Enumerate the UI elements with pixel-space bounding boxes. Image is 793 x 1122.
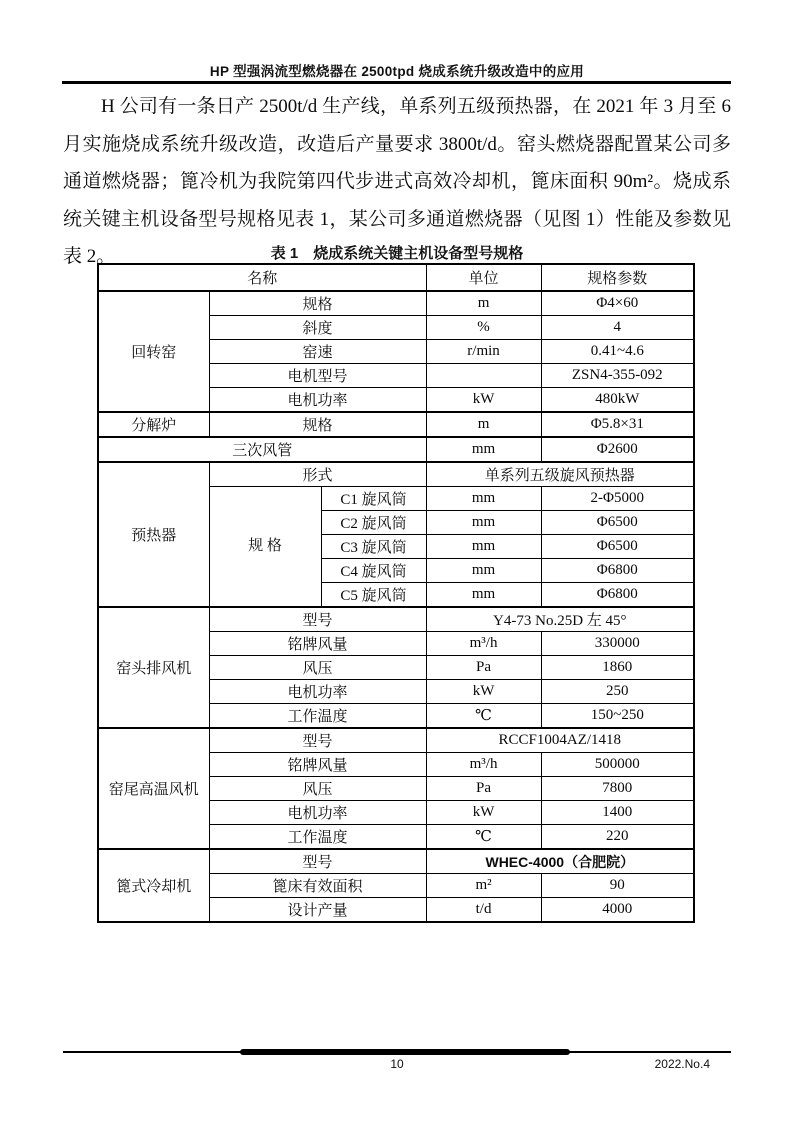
cell-attr: 规格	[209, 291, 426, 316]
cell-category: 分解炉	[98, 412, 209, 437]
cell-attr: C5 旋风筒	[321, 583, 426, 608]
cell-spec: 4000	[541, 898, 694, 923]
cell-unit: mm	[426, 559, 541, 583]
cell-attr: C1 旋风筒	[321, 487, 426, 511]
cell-attr: C3 旋风筒	[321, 535, 426, 559]
spec-table	[97, 263, 695, 923]
cell-unit: mm	[426, 437, 541, 462]
cell-attr: 型号	[209, 728, 426, 753]
issue-label: 2022.No.4	[654, 1057, 710, 1071]
cell-attr: 窑速	[209, 340, 426, 364]
cell-spec: 90	[541, 874, 694, 898]
col-header-spec: 规格参数	[541, 264, 694, 291]
cell-category: 篦式冷却机	[98, 849, 209, 922]
cell-spec: 2-Φ5000	[541, 487, 694, 511]
cell-unit: m²	[426, 874, 541, 898]
cell-spec: Y4-73 No.25D 左 45°	[426, 607, 694, 632]
cell-category: 预热器	[98, 462, 209, 607]
cell-attr: 型号	[209, 607, 426, 632]
col-header-unit: 单位	[426, 264, 541, 291]
cell-unit: ℃	[426, 704, 541, 729]
table-row	[98, 607, 694, 632]
cell-spec: 1860	[541, 656, 694, 680]
cell-attr: 工作温度	[209, 704, 426, 729]
cell-spec: 4	[541, 316, 694, 340]
cell-unit	[426, 364, 541, 388]
cell-unit: mm	[426, 487, 541, 511]
cell-spec: Φ6500	[541, 511, 694, 535]
cell-attr: 篦床有效面积	[209, 874, 426, 898]
body-paragraph: H 公司有一条日产 2500t/d 生产线，单系列五级预热器，在 2021 年 3 月至 6 月实施烧成系统升级改造，改造后产量要求 3800t/d。窑头燃烧器配置某公司多通道燃烧器；篦冷机为我院第四代步进式高效冷却机，篦床面积 90m²。烧成系统关键主机设备型号规格见表 1，某公司多通道燃烧器（见图 1）性能及参数见表 2。	[63, 96, 731, 267]
cell-spec: 0.41~4.6	[541, 340, 694, 364]
cell-unit: mm	[426, 583, 541, 608]
header-rule	[62, 81, 731, 84]
table-row	[98, 849, 694, 874]
cell-spec: 500000	[541, 753, 694, 777]
cell-attr: 电机功率	[209, 680, 426, 704]
cell-spec: Φ6800	[541, 559, 694, 583]
cell-spec: 1400	[541, 801, 694, 825]
cell-unit: Pa	[426, 656, 541, 680]
cell-spec: Φ4×60	[541, 291, 694, 316]
cell-category: 三次风管	[98, 437, 426, 462]
cell-spec: 480kW	[541, 388, 694, 413]
cell-attr: 电机功率	[209, 801, 426, 825]
cell-spec: 330000	[541, 632, 694, 656]
cell-unit: r/min	[426, 340, 541, 364]
cell-category: 窑头排风机	[98, 607, 209, 728]
cell-attr: 形式	[209, 462, 426, 487]
table-row	[98, 728, 694, 753]
cell-unit: mm	[426, 535, 541, 559]
cell-attr: C4 旋风筒	[321, 559, 426, 583]
cell-attr: C2 旋风筒	[321, 511, 426, 535]
cell-attr: 规格	[209, 412, 426, 437]
cell-attr: 风压	[209, 656, 426, 680]
cell-spec: 220	[541, 825, 694, 850]
cell-attr: 电机型号	[209, 364, 426, 388]
cell-category: 回转窑	[98, 291, 209, 412]
cell-category: 窑尾高温风机	[98, 728, 209, 849]
col-header-name: 名称	[98, 264, 426, 291]
cell-spec: 150~250	[541, 704, 694, 729]
cell-unit: mm	[426, 511, 541, 535]
footer-rule-thick-segment	[240, 1049, 570, 1055]
cell-unit: t/d	[426, 898, 541, 923]
cell-unit: m³/h	[426, 753, 541, 777]
cell-attr: 斜度	[209, 316, 426, 340]
table-header-row	[98, 264, 694, 291]
cell-spec: 250	[541, 680, 694, 704]
cell-attr: 工作温度	[209, 825, 426, 850]
cell-attr: 电机功率	[209, 388, 426, 413]
cell-spec: RCCF1004AZ/1418	[426, 728, 694, 753]
cell-spec: Φ6500	[541, 535, 694, 559]
table-row	[98, 462, 694, 487]
cell-attr: 风压	[209, 777, 426, 801]
cell-spec: 单系列五级旋风预热器	[426, 462, 694, 487]
cell-spec: Φ6800	[541, 583, 694, 608]
cell-spec: ZSN4-355-092	[541, 364, 694, 388]
cell-attr: 铭牌风量	[209, 632, 426, 656]
cell-attr: 型号	[209, 849, 426, 874]
cell-unit: kW	[426, 388, 541, 413]
cell-spec: Φ2600	[541, 437, 694, 462]
table-caption: 表 1 烧成系统关键主机设备型号规格	[270, 245, 524, 262]
cell-attr: 设计产量	[209, 898, 426, 923]
table-row	[98, 291, 694, 316]
cell-spec: WHEC-4000（合肥院）	[426, 849, 694, 874]
cell-spec-group: 规 格	[209, 487, 321, 608]
table-row	[98, 437, 694, 462]
page-number: 10	[390, 1057, 404, 1071]
footer-rule	[63, 1051, 731, 1053]
cell-unit: kW	[426, 680, 541, 704]
cell-unit: m	[426, 291, 541, 316]
cell-unit: kW	[426, 801, 541, 825]
cell-unit: ℃	[426, 825, 541, 850]
running-header-title: HP 型强涡流型燃烧器在 2500tpd 烧成系统升级改造中的应用	[209, 64, 585, 79]
cell-attr: 铭牌风量	[209, 753, 426, 777]
cell-unit: m	[426, 412, 541, 437]
cell-spec: Φ5.8×31	[541, 412, 694, 437]
cell-unit: m³/h	[426, 632, 541, 656]
table-row	[98, 412, 694, 437]
cell-unit: %	[426, 316, 541, 340]
cell-spec: 7800	[541, 777, 694, 801]
cell-unit: Pa	[426, 777, 541, 801]
